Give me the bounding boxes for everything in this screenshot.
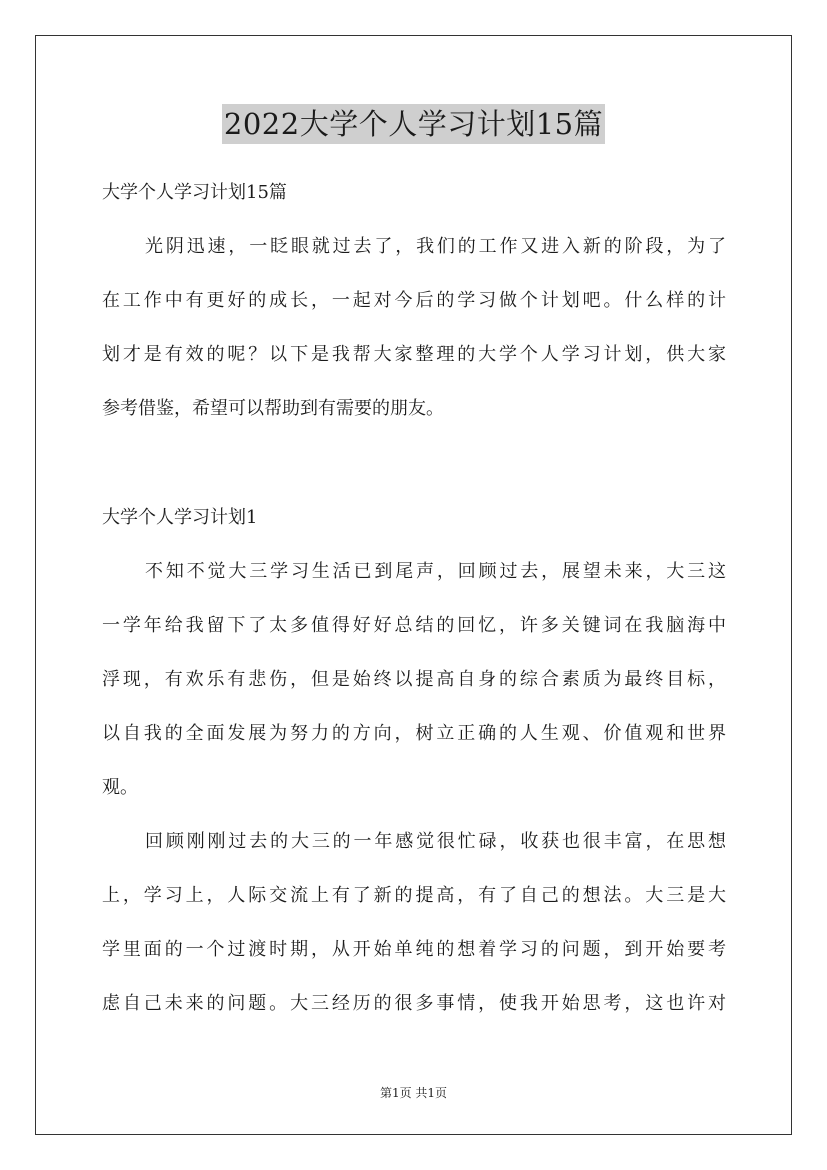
paragraph-line: 不知不觉大三学习生活已到尾声，回顾过去，展望未来，大三这 (145, 561, 726, 582)
paragraph-line: 浮现，有欢乐有悲伤，但是始终以提高自身的综合素质为最终目标， (102, 669, 726, 690)
intro-line: 光阴迅速，一眨眼就过去了，我们的工作又进入新的阶段，为了 (145, 236, 726, 257)
paragraph-line: 学里面的一个过渡时期，从开始单纯的想着学习的问题，到开始要考 (102, 939, 726, 960)
intro-line: 划才是有效的呢？以下是我帮大家整理的大学个人学习计划，供大家 (102, 344, 726, 365)
intro-line: 在工作中有更好的成长，一起对今后的学习做个计划吧。什么样的计 (102, 290, 726, 311)
intro-line: 参考借鉴，希望可以帮助到有需要的朋友。 (102, 398, 444, 419)
document-title: 2022大学个人学习计划15篇 (222, 104, 605, 144)
document-subtitle: 大学个人学习计划15篇 (102, 182, 287, 203)
section-heading: 大学个人学习计划1 (102, 507, 258, 528)
paragraph-line: 观。 (102, 777, 138, 798)
paragraph-line: 回顾刚刚过去的大三的一年感觉很忙碌，收获也很丰富，在思想 (145, 831, 726, 852)
paragraph-line: 一学年给我留下了太多值得好好总结的回忆，许多关键词在我脑海中 (102, 615, 726, 636)
paragraph-line: 上，学习上，人际交流上有了新的提高，有了自己的想法。大三是大 (102, 885, 726, 906)
page-footer: 第1页 共1页 (379, 1086, 448, 1100)
paragraph-line: 虑自己未来的问题。大三经历的很多事情，使我开始思考，这也许对 (102, 993, 726, 1014)
title-container (0, 104, 827, 144)
paragraph-line: 以自我的全面发展为努力的方向，树立正确的人生观、价值观和世界 (102, 723, 726, 744)
